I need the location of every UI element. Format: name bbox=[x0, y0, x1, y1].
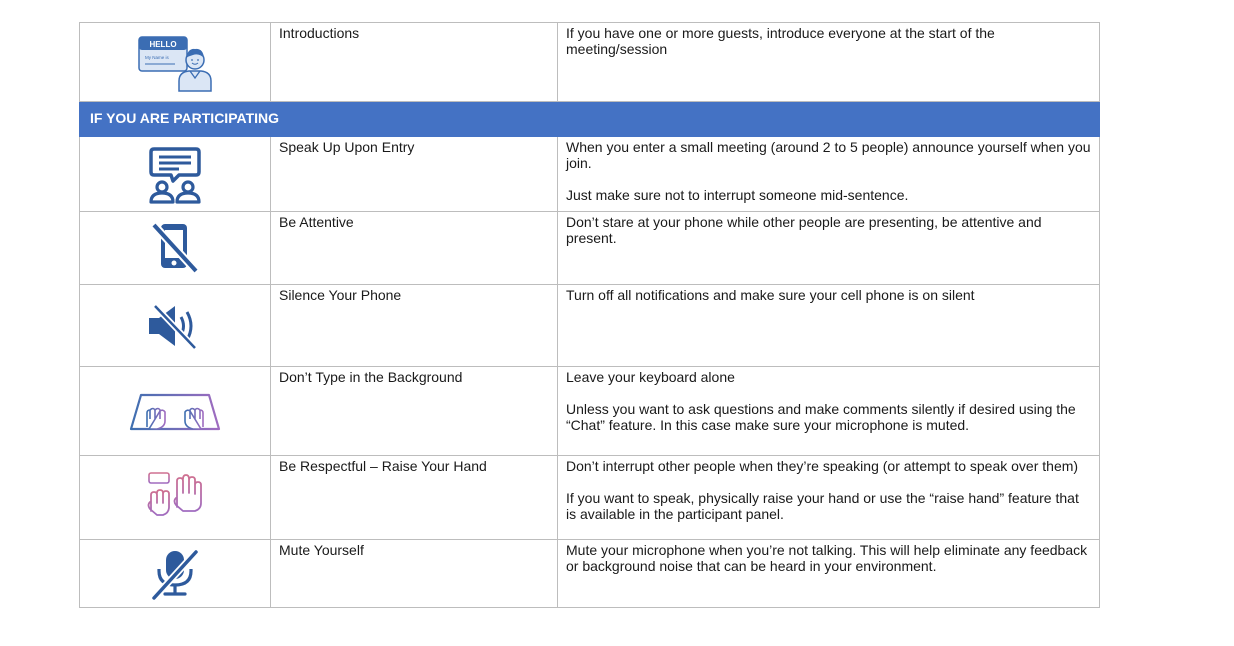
table-row-dont-type bbox=[80, 367, 1100, 456]
table-row-silence-phone bbox=[80, 285, 1100, 367]
row-title: Be Attentive bbox=[271, 212, 558, 285]
row-title: Speak Up Upon Entry bbox=[271, 137, 558, 212]
description-paragraph: Turn off all notifications and make sure your cell phone is on silent bbox=[566, 287, 975, 303]
icon-cell bbox=[80, 367, 271, 456]
row-title: Introductions bbox=[271, 23, 558, 102]
description-paragraph: Unless you want to ask questions and make comments silently if desired using the “Chat” feature. In this case make sure your microphone is muted. bbox=[566, 401, 1076, 433]
row-title: Silence Your Phone bbox=[271, 285, 558, 367]
icon-cell bbox=[80, 456, 271, 540]
description-paragraph: If you want to speak, physically raise your hand or use the “raise hand” feature that is available in the participant panel. bbox=[566, 490, 1079, 522]
description-paragraph: Leave your keyboard alone bbox=[566, 369, 735, 385]
row-description bbox=[558, 456, 1100, 540]
typing-keyboard-icon bbox=[127, 389, 223, 433]
microphone-muted-icon bbox=[148, 548, 202, 600]
row-description bbox=[558, 137, 1100, 212]
section-header-row bbox=[80, 102, 1100, 137]
icon-cell bbox=[80, 540, 271, 608]
raised-hands-icon bbox=[143, 467, 207, 529]
section-header: IF YOU ARE PARTICIPATING bbox=[80, 102, 1100, 137]
icon-cell bbox=[80, 285, 271, 367]
description-paragraph: Mute your microphone when you’re not talking. This will help eliminate any feedback or background noise that can be heard in your environment. bbox=[566, 542, 1088, 574]
table-row-speak-up bbox=[80, 137, 1100, 212]
speaker-muted-icon bbox=[145, 302, 205, 350]
table-row-mute-yourself bbox=[80, 540, 1100, 608]
row-description bbox=[558, 367, 1100, 456]
row-description bbox=[558, 285, 1100, 367]
hello-name-tag-person-icon bbox=[135, 31, 215, 93]
table-row-introductions bbox=[80, 23, 1100, 102]
no-phone-icon bbox=[150, 221, 200, 275]
row-title: Don’t Type in the Background bbox=[271, 367, 558, 456]
description-paragraph: Just make sure not to interrupt someone mid-sentence. bbox=[566, 187, 909, 203]
hello-icon-subtext: My Name is bbox=[145, 55, 169, 60]
row-title: Mute Yourself bbox=[271, 540, 558, 608]
description-paragraph: If you have one or more guests, introduce everyone at the start of the meeting/session bbox=[566, 25, 995, 57]
icon-cell bbox=[80, 23, 271, 102]
table-row-raise-hand bbox=[80, 456, 1100, 540]
icon-cell bbox=[80, 212, 271, 285]
table-row-be-attentive bbox=[80, 212, 1100, 285]
description-paragraph: Don’t interrupt other people when they’re speaking (or attempt to speak over them) bbox=[566, 458, 1079, 474]
icon-cell bbox=[80, 137, 271, 212]
description-paragraph: Don’t stare at your phone while other people are presenting, be attentive and present. bbox=[566, 214, 1042, 246]
description-paragraph: When you enter a small meeting (around 2 to 5 people) announce yourself when you join. bbox=[566, 139, 1091, 171]
etiquette-table bbox=[79, 22, 1100, 608]
row-description bbox=[558, 212, 1100, 285]
hello-icon-text: HELLO bbox=[149, 40, 177, 49]
row-title: Be Respectful – Raise Your Hand bbox=[271, 456, 558, 540]
row-description bbox=[558, 23, 1100, 102]
chat-people-icon bbox=[145, 144, 205, 204]
row-description bbox=[558, 540, 1100, 608]
